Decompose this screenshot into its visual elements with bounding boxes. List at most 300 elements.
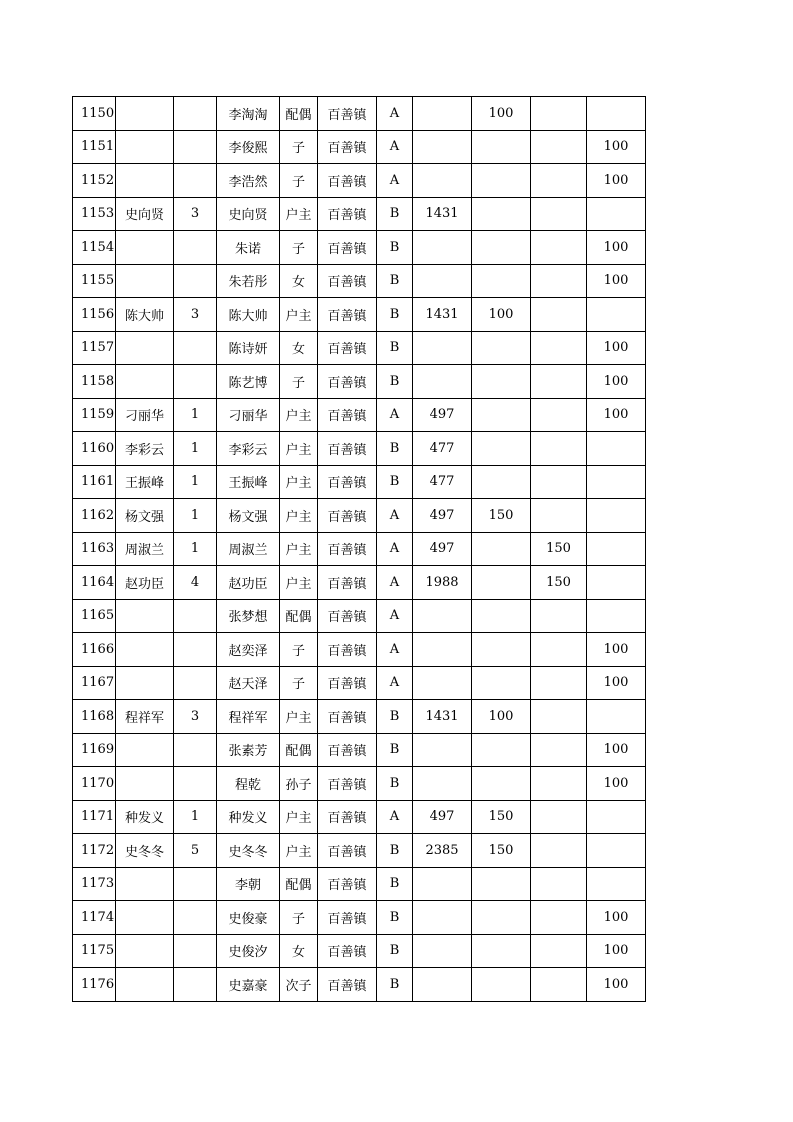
household-head-cell bbox=[116, 633, 174, 667]
table-row bbox=[73, 834, 646, 868]
relation-cell: 子 bbox=[280, 130, 318, 164]
member-name-cell: 李浩然 bbox=[217, 164, 280, 198]
amount-2-cell bbox=[472, 365, 531, 399]
grade-cell: A bbox=[377, 800, 413, 834]
amount-2-cell: 100 bbox=[472, 298, 531, 332]
record-id-cell: 1158 bbox=[73, 365, 116, 399]
town-cell: 百善镇 bbox=[318, 700, 377, 734]
household-head-cell bbox=[116, 164, 174, 198]
town-cell: 百善镇 bbox=[318, 365, 377, 399]
amount-4-cell: 100 bbox=[587, 633, 646, 667]
amount-4-cell: 100 bbox=[587, 934, 646, 968]
amount-2-cell bbox=[472, 566, 531, 600]
table-row bbox=[73, 197, 646, 231]
amount-4-cell bbox=[587, 197, 646, 231]
amount-1-cell: 1431 bbox=[413, 700, 472, 734]
amount-3-cell bbox=[531, 130, 587, 164]
amount-1-cell: 497 bbox=[413, 398, 472, 432]
amount-3-cell: 150 bbox=[531, 566, 587, 600]
grade-cell: A bbox=[377, 633, 413, 667]
household-roster-table bbox=[72, 96, 646, 1002]
relation-cell: 户主 bbox=[280, 800, 318, 834]
table-row bbox=[73, 901, 646, 935]
town-cell: 百善镇 bbox=[318, 934, 377, 968]
grade-cell: A bbox=[377, 164, 413, 198]
amount-1-cell bbox=[413, 231, 472, 265]
record-id-cell: 1169 bbox=[73, 733, 116, 767]
table-row bbox=[73, 666, 646, 700]
amount-2-cell bbox=[472, 264, 531, 298]
relation-cell: 户主 bbox=[280, 298, 318, 332]
table-row bbox=[73, 331, 646, 365]
amount-2-cell bbox=[472, 968, 531, 1002]
record-id-cell: 1172 bbox=[73, 834, 116, 868]
household-head-cell bbox=[116, 733, 174, 767]
grade-cell: B bbox=[377, 432, 413, 466]
grade-cell: A bbox=[377, 130, 413, 164]
amount-4-cell: 100 bbox=[587, 733, 646, 767]
grade-cell: B bbox=[377, 231, 413, 265]
amount-3-cell bbox=[531, 599, 587, 633]
member-name-cell: 张素芳 bbox=[217, 733, 280, 767]
member-name-cell: 赵天泽 bbox=[217, 666, 280, 700]
household-size-cell: 1 bbox=[174, 465, 217, 499]
member-name-cell: 李俊熙 bbox=[217, 130, 280, 164]
amount-1-cell: 497 bbox=[413, 532, 472, 566]
amount-1-cell bbox=[413, 331, 472, 365]
table-row bbox=[73, 700, 646, 734]
member-name-cell: 陈大帅 bbox=[217, 298, 280, 332]
grade-cell: B bbox=[377, 867, 413, 901]
town-cell: 百善镇 bbox=[318, 298, 377, 332]
member-name-cell: 史俊豪 bbox=[217, 901, 280, 935]
relation-cell: 配偶 bbox=[280, 867, 318, 901]
amount-1-cell: 2385 bbox=[413, 834, 472, 868]
relation-cell: 配偶 bbox=[280, 599, 318, 633]
relation-cell: 子 bbox=[280, 901, 318, 935]
relation-cell: 户主 bbox=[280, 532, 318, 566]
grade-cell: A bbox=[377, 97, 413, 131]
grade-cell: B bbox=[377, 934, 413, 968]
household-size-cell bbox=[174, 331, 217, 365]
town-cell: 百善镇 bbox=[318, 633, 377, 667]
amount-4-cell: 100 bbox=[587, 164, 646, 198]
household-size-cell bbox=[174, 365, 217, 399]
amount-2-cell bbox=[472, 398, 531, 432]
member-name-cell: 李淘淘 bbox=[217, 97, 280, 131]
grade-cell: B bbox=[377, 365, 413, 399]
record-id-cell: 1163 bbox=[73, 532, 116, 566]
record-id-cell: 1167 bbox=[73, 666, 116, 700]
amount-1-cell bbox=[413, 633, 472, 667]
household-head-cell bbox=[116, 97, 174, 131]
amount-4-cell: 100 bbox=[587, 365, 646, 399]
record-id-cell: 1151 bbox=[73, 130, 116, 164]
town-cell: 百善镇 bbox=[318, 465, 377, 499]
table-row bbox=[73, 499, 646, 533]
amount-3-cell bbox=[531, 331, 587, 365]
relation-cell: 配偶 bbox=[280, 97, 318, 131]
grade-cell: B bbox=[377, 700, 413, 734]
household-size-cell: 3 bbox=[174, 298, 217, 332]
household-head-cell: 种发义 bbox=[116, 800, 174, 834]
amount-1-cell bbox=[413, 767, 472, 801]
member-name-cell: 朱诺 bbox=[217, 231, 280, 265]
amount-1-cell: 1431 bbox=[413, 298, 472, 332]
record-id-cell: 1156 bbox=[73, 298, 116, 332]
grade-cell: A bbox=[377, 532, 413, 566]
amount-1-cell bbox=[413, 666, 472, 700]
household-size-cell: 1 bbox=[174, 432, 217, 466]
household-size-cell: 3 bbox=[174, 197, 217, 231]
household-head-cell: 史向贤 bbox=[116, 197, 174, 231]
record-id-cell: 1176 bbox=[73, 968, 116, 1002]
amount-3-cell bbox=[531, 432, 587, 466]
roster-body bbox=[73, 97, 646, 1002]
table-row bbox=[73, 867, 646, 901]
amount-2-cell bbox=[472, 633, 531, 667]
member-name-cell: 李彩云 bbox=[217, 432, 280, 466]
amount-2-cell bbox=[472, 867, 531, 901]
amount-1-cell bbox=[413, 968, 472, 1002]
amount-4-cell bbox=[587, 700, 646, 734]
household-size-cell bbox=[174, 867, 217, 901]
household-size-cell: 1 bbox=[174, 532, 217, 566]
household-head-cell bbox=[116, 130, 174, 164]
record-id-cell: 1159 bbox=[73, 398, 116, 432]
amount-3-cell bbox=[531, 298, 587, 332]
amount-1-cell bbox=[413, 130, 472, 164]
town-cell: 百善镇 bbox=[318, 164, 377, 198]
household-head-cell: 赵功臣 bbox=[116, 566, 174, 600]
household-size-cell bbox=[174, 599, 217, 633]
household-size-cell bbox=[174, 130, 217, 164]
amount-1-cell bbox=[413, 901, 472, 935]
amount-3-cell bbox=[531, 164, 587, 198]
amount-4-cell: 100 bbox=[587, 264, 646, 298]
grade-cell: B bbox=[377, 264, 413, 298]
household-head-cell: 王振峰 bbox=[116, 465, 174, 499]
member-name-cell: 李朝 bbox=[217, 867, 280, 901]
record-id-cell: 1157 bbox=[73, 331, 116, 365]
household-size-cell: 1 bbox=[174, 800, 217, 834]
relation-cell: 子 bbox=[280, 164, 318, 198]
household-head-cell: 陈大帅 bbox=[116, 298, 174, 332]
grade-cell: A bbox=[377, 398, 413, 432]
amount-3-cell bbox=[531, 934, 587, 968]
household-size-cell: 3 bbox=[174, 700, 217, 734]
member-name-cell: 王振峰 bbox=[217, 465, 280, 499]
amount-4-cell bbox=[587, 465, 646, 499]
member-name-cell: 史嘉豪 bbox=[217, 968, 280, 1002]
town-cell: 百善镇 bbox=[318, 867, 377, 901]
amount-1-cell bbox=[413, 264, 472, 298]
member-name-cell: 周淑兰 bbox=[217, 532, 280, 566]
amount-1-cell bbox=[413, 733, 472, 767]
relation-cell: 户主 bbox=[280, 398, 318, 432]
grade-cell: B bbox=[377, 197, 413, 231]
member-name-cell: 程祥军 bbox=[217, 700, 280, 734]
member-name-cell: 陈诗妍 bbox=[217, 331, 280, 365]
amount-2-cell bbox=[472, 934, 531, 968]
amount-4-cell bbox=[587, 599, 646, 633]
amount-4-cell bbox=[587, 834, 646, 868]
grade-cell: A bbox=[377, 666, 413, 700]
amount-2-cell: 150 bbox=[472, 834, 531, 868]
table-row bbox=[73, 633, 646, 667]
household-head-cell bbox=[116, 901, 174, 935]
amount-1-cell bbox=[413, 164, 472, 198]
household-head-cell bbox=[116, 365, 174, 399]
town-cell: 百善镇 bbox=[318, 599, 377, 633]
member-name-cell: 赵功臣 bbox=[217, 566, 280, 600]
amount-4-cell bbox=[587, 800, 646, 834]
town-cell: 百善镇 bbox=[318, 767, 377, 801]
relation-cell: 子 bbox=[280, 365, 318, 399]
town-cell: 百善镇 bbox=[318, 733, 377, 767]
household-head-cell bbox=[116, 666, 174, 700]
relation-cell: 户主 bbox=[280, 566, 318, 600]
record-id-cell: 1174 bbox=[73, 901, 116, 935]
table-row bbox=[73, 968, 646, 1002]
table-row bbox=[73, 398, 646, 432]
household-size-cell bbox=[174, 968, 217, 1002]
table-row bbox=[73, 231, 646, 265]
household-size-cell: 5 bbox=[174, 834, 217, 868]
table-row bbox=[73, 733, 646, 767]
amount-1-cell: 477 bbox=[413, 432, 472, 466]
record-id-cell: 1152 bbox=[73, 164, 116, 198]
table-row bbox=[73, 365, 646, 399]
amount-2-cell: 100 bbox=[472, 700, 531, 734]
table-row bbox=[73, 767, 646, 801]
record-id-cell: 1153 bbox=[73, 197, 116, 231]
member-name-cell: 种发义 bbox=[217, 800, 280, 834]
grade-cell: B bbox=[377, 465, 413, 499]
member-name-cell: 赵奕泽 bbox=[217, 633, 280, 667]
amount-1-cell: 1988 bbox=[413, 566, 472, 600]
amount-4-cell: 100 bbox=[587, 901, 646, 935]
record-id-cell: 1150 bbox=[73, 97, 116, 131]
household-head-cell bbox=[116, 934, 174, 968]
amount-1-cell bbox=[413, 97, 472, 131]
table-row bbox=[73, 432, 646, 466]
amount-1-cell: 477 bbox=[413, 465, 472, 499]
town-cell: 百善镇 bbox=[318, 398, 377, 432]
table-row bbox=[73, 298, 646, 332]
member-name-cell: 杨文强 bbox=[217, 499, 280, 533]
record-id-cell: 1166 bbox=[73, 633, 116, 667]
household-head-cell bbox=[116, 599, 174, 633]
town-cell: 百善镇 bbox=[318, 666, 377, 700]
town-cell: 百善镇 bbox=[318, 901, 377, 935]
table-row bbox=[73, 599, 646, 633]
household-size-cell bbox=[174, 901, 217, 935]
amount-2-cell bbox=[472, 767, 531, 801]
amount-3-cell bbox=[531, 901, 587, 935]
grade-cell: B bbox=[377, 331, 413, 365]
amount-2-cell bbox=[472, 901, 531, 935]
grade-cell: B bbox=[377, 834, 413, 868]
grade-cell: A bbox=[377, 599, 413, 633]
town-cell: 百善镇 bbox=[318, 834, 377, 868]
member-name-cell: 陈艺博 bbox=[217, 365, 280, 399]
relation-cell: 配偶 bbox=[280, 733, 318, 767]
grade-cell: B bbox=[377, 901, 413, 935]
amount-4-cell bbox=[587, 566, 646, 600]
amount-4-cell: 100 bbox=[587, 767, 646, 801]
amount-1-cell bbox=[413, 867, 472, 901]
household-head-cell: 周淑兰 bbox=[116, 532, 174, 566]
amount-3-cell bbox=[531, 666, 587, 700]
town-cell: 百善镇 bbox=[318, 499, 377, 533]
amount-4-cell: 100 bbox=[587, 331, 646, 365]
household-size-cell bbox=[174, 733, 217, 767]
household-size-cell bbox=[174, 767, 217, 801]
relation-cell: 户主 bbox=[280, 499, 318, 533]
household-head-cell bbox=[116, 231, 174, 265]
record-id-cell: 1175 bbox=[73, 934, 116, 968]
amount-3-cell bbox=[531, 197, 587, 231]
record-id-cell: 1162 bbox=[73, 499, 116, 533]
amount-2-cell bbox=[472, 164, 531, 198]
household-head-cell bbox=[116, 331, 174, 365]
grade-cell: B bbox=[377, 968, 413, 1002]
record-id-cell: 1173 bbox=[73, 867, 116, 901]
town-cell: 百善镇 bbox=[318, 800, 377, 834]
household-size-cell bbox=[174, 231, 217, 265]
record-id-cell: 1160 bbox=[73, 432, 116, 466]
household-size-cell: 1 bbox=[174, 398, 217, 432]
grade-cell: B bbox=[377, 733, 413, 767]
amount-3-cell bbox=[531, 633, 587, 667]
town-cell: 百善镇 bbox=[318, 968, 377, 1002]
amount-4-cell bbox=[587, 97, 646, 131]
household-size-cell: 1 bbox=[174, 499, 217, 533]
relation-cell: 孙子 bbox=[280, 767, 318, 801]
amount-4-cell: 100 bbox=[587, 398, 646, 432]
household-head-cell: 史冬冬 bbox=[116, 834, 174, 868]
amount-4-cell bbox=[587, 432, 646, 466]
household-head-cell bbox=[116, 968, 174, 1002]
amount-3-cell bbox=[531, 733, 587, 767]
relation-cell: 户主 bbox=[280, 432, 318, 466]
record-id-cell: 1170 bbox=[73, 767, 116, 801]
grade-cell: A bbox=[377, 566, 413, 600]
relation-cell: 户主 bbox=[280, 465, 318, 499]
relation-cell: 子 bbox=[280, 633, 318, 667]
table-row bbox=[73, 532, 646, 566]
table-row bbox=[73, 465, 646, 499]
amount-3-cell bbox=[531, 97, 587, 131]
amount-3-cell bbox=[531, 398, 587, 432]
amount-1-cell: 497 bbox=[413, 800, 472, 834]
amount-3-cell bbox=[531, 800, 587, 834]
household-head-cell: 杨文强 bbox=[116, 499, 174, 533]
household-head-cell: 李彩云 bbox=[116, 432, 174, 466]
record-id-cell: 1155 bbox=[73, 264, 116, 298]
amount-2-cell bbox=[472, 197, 531, 231]
table-row bbox=[73, 934, 646, 968]
town-cell: 百善镇 bbox=[318, 532, 377, 566]
member-name-cell: 程乾 bbox=[217, 767, 280, 801]
amount-2-cell bbox=[472, 465, 531, 499]
amount-3-cell bbox=[531, 867, 587, 901]
amount-2-cell: 100 bbox=[472, 97, 531, 131]
amount-1-cell bbox=[413, 599, 472, 633]
amount-2-cell bbox=[472, 599, 531, 633]
household-head-cell: 程祥军 bbox=[116, 700, 174, 734]
amount-4-cell: 100 bbox=[587, 130, 646, 164]
amount-2-cell: 150 bbox=[472, 499, 531, 533]
amount-1-cell bbox=[413, 934, 472, 968]
relation-cell: 子 bbox=[280, 666, 318, 700]
town-cell: 百善镇 bbox=[318, 432, 377, 466]
amount-2-cell bbox=[472, 666, 531, 700]
record-id-cell: 1171 bbox=[73, 800, 116, 834]
amount-4-cell: 100 bbox=[587, 666, 646, 700]
town-cell: 百善镇 bbox=[318, 197, 377, 231]
amount-4-cell: 100 bbox=[587, 968, 646, 1002]
amount-4-cell bbox=[587, 298, 646, 332]
table-row bbox=[73, 566, 646, 600]
record-id-cell: 1165 bbox=[73, 599, 116, 633]
grade-cell: B bbox=[377, 298, 413, 332]
table-row bbox=[73, 264, 646, 298]
amount-2-cell bbox=[472, 432, 531, 466]
amount-2-cell bbox=[472, 733, 531, 767]
relation-cell: 户主 bbox=[280, 700, 318, 734]
table-row bbox=[73, 97, 646, 131]
relation-cell: 女 bbox=[280, 934, 318, 968]
relation-cell: 子 bbox=[280, 231, 318, 265]
member-name-cell: 史俊汐 bbox=[217, 934, 280, 968]
household-head-cell: 刁丽华 bbox=[116, 398, 174, 432]
household-size-cell bbox=[174, 633, 217, 667]
town-cell: 百善镇 bbox=[318, 566, 377, 600]
table-row bbox=[73, 130, 646, 164]
amount-2-cell bbox=[472, 231, 531, 265]
amount-3-cell bbox=[531, 968, 587, 1002]
town-cell: 百善镇 bbox=[318, 331, 377, 365]
relation-cell: 户主 bbox=[280, 197, 318, 231]
table-row bbox=[73, 164, 646, 198]
amount-1-cell bbox=[413, 365, 472, 399]
record-id-cell: 1164 bbox=[73, 566, 116, 600]
household-size-cell bbox=[174, 666, 217, 700]
amount-1-cell: 497 bbox=[413, 499, 472, 533]
grade-cell: A bbox=[377, 499, 413, 533]
record-id-cell: 1161 bbox=[73, 465, 116, 499]
amount-4-cell bbox=[587, 499, 646, 533]
amount-2-cell bbox=[472, 331, 531, 365]
household-head-cell bbox=[116, 264, 174, 298]
household-size-cell bbox=[174, 934, 217, 968]
member-name-cell: 朱若彤 bbox=[217, 264, 280, 298]
relation-cell: 户主 bbox=[280, 834, 318, 868]
amount-2-cell bbox=[472, 532, 531, 566]
relation-cell: 女 bbox=[280, 264, 318, 298]
record-id-cell: 1154 bbox=[73, 231, 116, 265]
member-name-cell: 史向贤 bbox=[217, 197, 280, 231]
town-cell: 百善镇 bbox=[318, 264, 377, 298]
amount-4-cell bbox=[587, 532, 646, 566]
town-cell: 百善镇 bbox=[318, 130, 377, 164]
amount-3-cell bbox=[531, 465, 587, 499]
amount-4-cell: 100 bbox=[587, 231, 646, 265]
household-size-cell bbox=[174, 264, 217, 298]
grade-cell: B bbox=[377, 767, 413, 801]
